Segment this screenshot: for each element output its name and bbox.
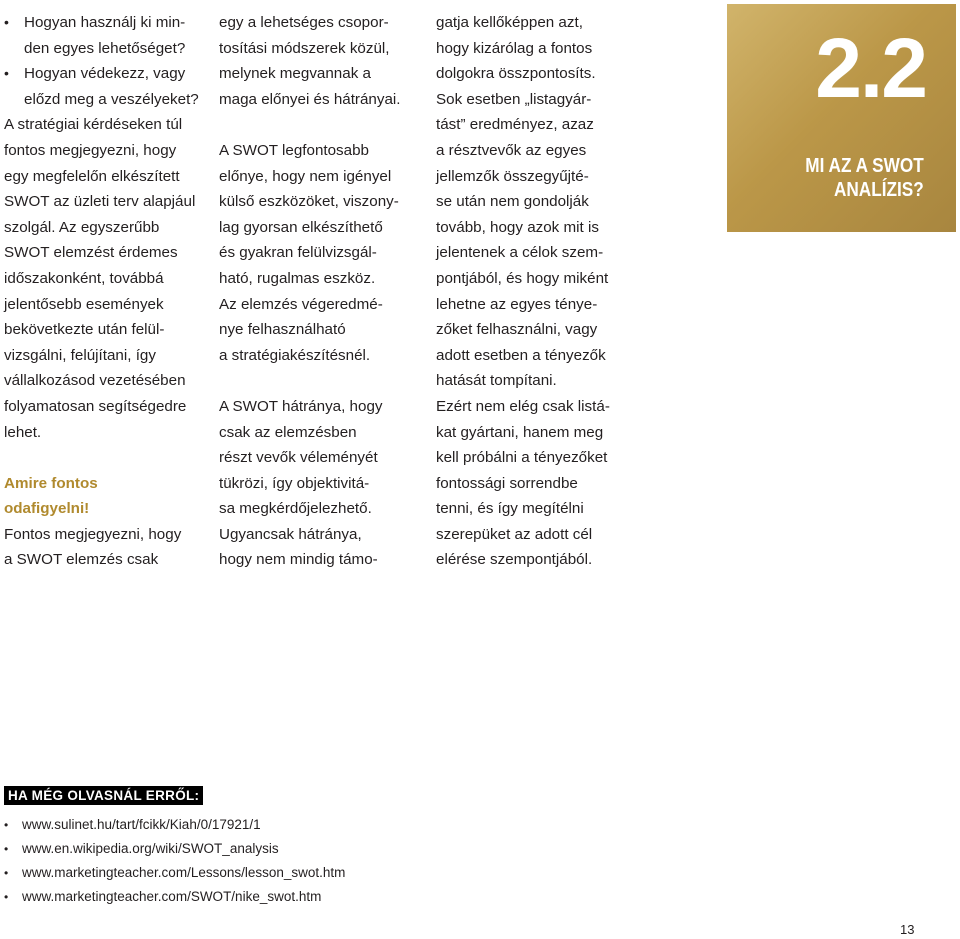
text-column-1 <box>4 10 204 573</box>
text-line: tenni, és így megítélni <box>436 500 584 518</box>
text-line: ható, rugalmas eszköz. <box>219 269 376 287</box>
text-line: adott esetben a tényezők <box>436 346 606 364</box>
text-line: kell próbálni a tényezőket <box>436 449 608 467</box>
text-line: jelentősebb események <box>4 295 164 313</box>
link-item[interactable] <box>4 861 345 885</box>
further-reading <box>4 786 345 909</box>
bullet-text-line: Hogyan védekezz, vagy <box>24 65 186 83</box>
text-line: tükrözi, így objektivitá- <box>219 474 370 492</box>
text-line: SWOT az üzleti terv alapjául <box>4 193 196 211</box>
text-line: részt vevők véleményét <box>219 449 378 467</box>
text-line: lehetne az egyes ténye- <box>436 295 598 313</box>
text-line: szerepüket az adott cél <box>436 525 593 543</box>
text-line: csak az elemzésben <box>219 423 357 441</box>
text-column-3 <box>436 10 651 573</box>
text-line: lehet. <box>4 423 42 441</box>
bullet-text-line: den egyes lehetőséget? <box>24 39 186 57</box>
section-title <box>806 154 924 202</box>
text-line: sa megkérdőjelezhető. <box>219 500 372 518</box>
text-line: Az elemzés végeredmé- <box>219 295 383 313</box>
text-line: bekövetkezte után felül- <box>4 321 165 339</box>
paragraph <box>219 394 424 573</box>
text-line: A SWOT legfontosabb <box>219 141 369 159</box>
bullet-icon: • <box>4 65 9 82</box>
link-text[interactable]: www.marketingteacher.com/Lessons/lesson_swot.htm <box>22 865 346 880</box>
bullet-icon: • <box>4 818 9 832</box>
section-heading <box>4 471 204 522</box>
link-list <box>4 813 345 909</box>
bullet-icon: • <box>4 842 9 856</box>
link-text[interactable]: www.marketingteacher.com/SWOT/nike_swot.htm <box>22 889 322 904</box>
text-line: szolgál. Az egyszerűbb <box>4 218 160 236</box>
bullet-icon: • <box>4 866 9 880</box>
text-line: a résztvevők az egyes <box>436 141 587 159</box>
text-line: folyamatosan segítségedre <box>4 397 187 415</box>
text-line: tovább, hogy azok mit is <box>436 218 599 236</box>
text-line: se után nem gondolják <box>436 193 589 211</box>
paragraph <box>4 112 204 445</box>
text-column-2 <box>219 10 424 573</box>
text-line: vállalkozásod vezetésében <box>4 372 186 390</box>
text-line: elérése szempontjából. <box>436 551 593 569</box>
text-line: kat gyártani, hanem meg <box>436 423 604 441</box>
text-line: dolgokra összpontosíts. <box>436 65 596 83</box>
paragraph <box>219 138 424 368</box>
text-line: egy a lehetséges csopor- <box>219 14 389 31</box>
text-line: hatását tompítani. <box>436 372 557 390</box>
section-badge <box>727 4 956 232</box>
text-line: hogy nem mindig támo- <box>219 551 378 569</box>
further-reading-label: HA MÉG OLVASNÁL ERRŐL: <box>4 786 203 805</box>
text-line: maga előnyei és hátrányai. <box>219 90 401 108</box>
text-line: SWOT elemzést érdemes <box>4 244 178 262</box>
text-line: jelentenek a célok szem- <box>436 244 604 262</box>
link-text[interactable]: www.en.wikipedia.org/wiki/SWOT_analysis <box>22 841 279 856</box>
text-line: és gyakran felülvizsgál- <box>219 244 377 262</box>
link-item[interactable] <box>4 837 345 861</box>
text-line: melynek megvannak a <box>219 65 371 83</box>
bullet-icon: • <box>4 14 9 30</box>
heading-line: Amire fontos <box>4 474 98 492</box>
text-line: Sok esetben „listagyár- <box>436 90 592 108</box>
text-line: nye felhasználható <box>219 321 346 339</box>
text-line: Ugyancsak hátránya, <box>219 525 362 543</box>
heading-line: odafigyelni! <box>4 500 90 518</box>
text-line: Ezért nem elég csak listá- <box>436 397 610 415</box>
link-text[interactable]: www.sulinet.hu/tart/fcikk/Kiah/0/17921/1 <box>22 817 261 832</box>
bullet-text-line: előzd meg a veszélyeket? <box>24 90 199 108</box>
text-line: időszakonként, továbbá <box>4 269 164 287</box>
text-line: a SWOT elemzés csak <box>4 551 159 569</box>
link-item[interactable] <box>4 813 345 837</box>
text-line: A stratégiai kérdéseken túl <box>4 116 183 134</box>
text-line: zőket felhasználni, vagy <box>436 321 598 339</box>
text-line: tást” eredményez, azaz <box>436 116 594 134</box>
paragraph <box>436 10 651 573</box>
bullet-icon: • <box>4 890 9 904</box>
text-line: egy megfelelőn elkészített <box>4 167 180 185</box>
text-line: jellemzők összegyűjté- <box>436 167 589 185</box>
link-item[interactable] <box>4 885 345 909</box>
text-line: előnye, hogy nem igényel <box>219 167 392 185</box>
text-line: lag gyorsan elkészíthető <box>219 218 383 236</box>
bullet-item <box>4 61 204 112</box>
paragraph <box>4 522 204 573</box>
paragraph <box>219 10 424 112</box>
bullet-text-line: Hogyan használj ki min- <box>24 14 186 31</box>
section-title-line: MI AZ A SWOT <box>805 155 924 177</box>
text-line: pontjából, és hogy miként <box>436 269 609 287</box>
text-line: vizsgálni, felújítani, így <box>4 346 156 364</box>
text-line: a stratégiakészítésnél. <box>219 346 371 364</box>
bullet-item <box>4 10 204 61</box>
text-line: fontossági sorrendbe <box>436 474 578 492</box>
section-number: 2.2 <box>815 21 926 115</box>
text-line: gatja kellőképpen azt, <box>436 14 583 31</box>
text-line: hogy kizárólag a fontos <box>436 39 593 57</box>
text-line: Fontos megjegyezni, hogy <box>4 525 182 543</box>
text-line: fontos megjegyezni, hogy <box>4 141 177 159</box>
page-number: 13 <box>900 922 915 937</box>
text-line: A SWOT hátránya, hogy <box>219 397 383 415</box>
text-line: tosítási módszerek közül, <box>219 39 390 57</box>
text-line: külső eszközöket, viszony- <box>219 193 399 211</box>
section-title-line: ANALÍZIS? <box>834 179 924 201</box>
